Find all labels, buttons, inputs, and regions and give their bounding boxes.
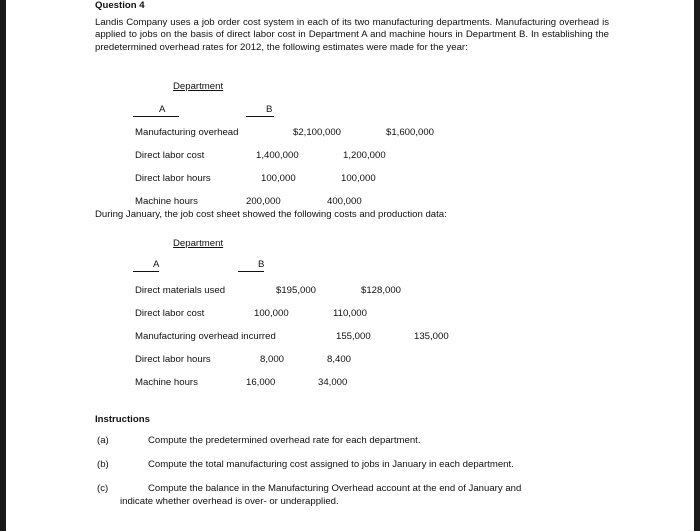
instruction-marker: (b)	[97, 459, 109, 470]
january-intro: During January, the job cost sheet showed the following costs and production data:	[95, 209, 447, 220]
january-row-b: 34,000	[318, 377, 348, 388]
instruction-marker: (a)	[97, 435, 109, 446]
january-row-label: Machine hours	[135, 377, 198, 388]
col-a-underline	[133, 116, 179, 117]
january-row-b: 8,400	[327, 354, 352, 365]
estimates-row-b: 1,200,000	[343, 150, 386, 161]
jan-col-b-underline	[238, 271, 264, 272]
january-row-label: Direct materials used	[135, 285, 226, 296]
estimates-row-b: 100,000	[341, 173, 376, 184]
instruction-text-continued: indicate whether overhead is over- or underapplied.	[120, 496, 339, 507]
january-department-header: Department	[173, 238, 224, 249]
january-row-label: Direct labor hours	[135, 354, 211, 365]
instructions-title: Instructions	[95, 414, 150, 425]
january-row-b: 110,000	[333, 308, 367, 319]
estimates-col-a: A	[159, 104, 166, 115]
january-col-b: B	[258, 259, 265, 270]
january-row-b: 135,000	[414, 331, 449, 342]
estimates-row-label: Manufacturing overhead	[135, 127, 239, 138]
right-border	[694, 0, 700, 531]
estimates-department-header: Department	[173, 81, 224, 92]
january-row-a: 16,000	[246, 377, 276, 388]
estimates-row-a: 200,000	[246, 196, 281, 207]
estimates-row-label: Direct labor cost	[135, 150, 205, 161]
january-row-b: $128,000	[361, 285, 402, 296]
estimates-row-label: Direct labor hours	[135, 173, 211, 184]
intro-paragraph: Landis Company uses a job order cost system in each of its two manufacturing departments. Manufacturing overhead is applied to jobs on the basis of direct labor cost in Department A and machine hours in Department B. In establishing the predetermined overhead rates for 2012, the following estimates were made for the year:	[95, 17, 609, 53]
january-row-label: Manufacturing overhead incurred	[135, 331, 276, 342]
question-title: Question 4	[95, 0, 145, 11]
january-row-label: Direct labor cost	[135, 308, 205, 319]
instruction-text: Compute the total manufacturing cost assigned to jobs in January in each department.	[148, 459, 514, 470]
estimates-row-b: 400,000	[327, 196, 362, 207]
jan-col-a-underline	[133, 271, 159, 272]
january-row-a: 8,000	[260, 354, 285, 365]
instruction-text: Compute the predetermined overhead rate for each department.	[148, 435, 421, 446]
instruction-marker: (c)	[97, 483, 109, 494]
january-row-a: 100,000	[254, 308, 289, 319]
left-border	[0, 0, 6, 531]
january-col-a: A	[153, 259, 160, 270]
january-row-a: $195,000	[276, 285, 317, 296]
estimates-row-label: Machine hours	[135, 196, 198, 207]
estimates-row-a: 100,000	[261, 173, 296, 184]
january-row-a: 155,000	[336, 331, 371, 342]
estimates-row-b: $1,600,000	[386, 127, 435, 138]
estimates-col-b: B	[266, 104, 273, 115]
estimates-row-a: 1,400,000	[256, 150, 299, 161]
instruction-text: Compute the balance in the Manufacturing Overhead account at the end of January and	[148, 483, 522, 494]
col-b-underline	[246, 116, 274, 117]
estimates-row-a: $2,100,000	[293, 127, 342, 138]
